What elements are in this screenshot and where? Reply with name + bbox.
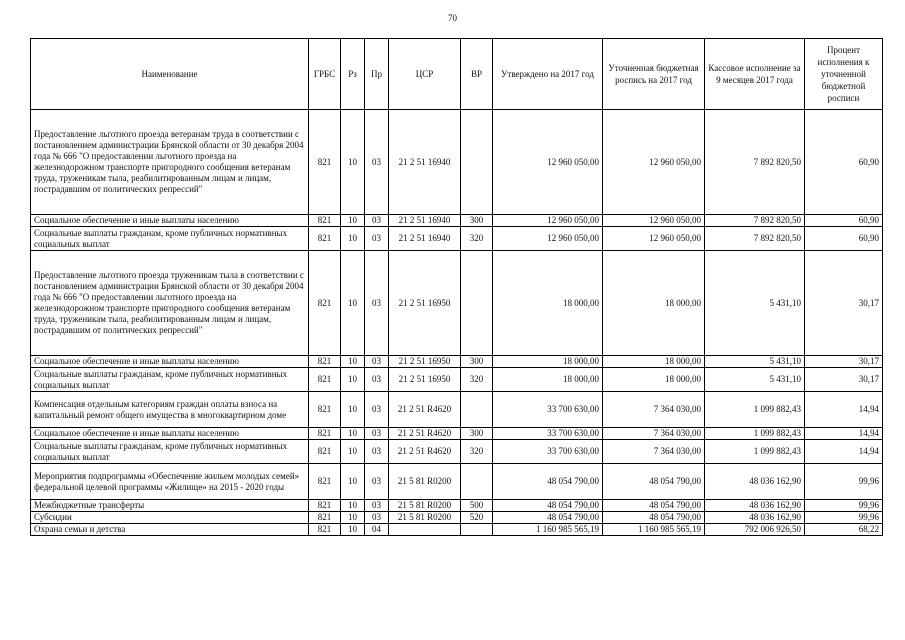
row-approved: 48 054 790,00 [493, 464, 603, 500]
row-pr: 03 [365, 464, 389, 500]
header-csr: ЦСР [389, 39, 461, 110]
row-vr: 300 [461, 356, 493, 368]
row-csr: 21 5 81 R0200 [389, 512, 461, 524]
row-percent: 30,17 [805, 368, 883, 392]
row-cash: 5 431,10 [705, 356, 805, 368]
row-pr: 03 [365, 227, 389, 251]
row-name: Предоставление льготного проезда труженикам тыла в соответствии с постановлением администрации Брянской области от 30 декабря 2004 года № 666 "О предоставлении льготного проезда на железнодорожном транспорте пригородного сообщения ветеранам труда, труженикам тыла, реабилитированным лицам и лицам, пострадавшим от политических репрессий" [31, 251, 309, 356]
row-cash: 48 036 162,90 [705, 464, 805, 500]
row-pr: 03 [365, 356, 389, 368]
row-percent: 99,96 [805, 464, 883, 500]
row-csr: 21 2 51 16950 [389, 251, 461, 356]
header-refined: Уточненная бюджетная роспись на 2017 год [603, 39, 705, 110]
row-rz: 10 [341, 524, 365, 536]
row-refined: 7 364 030,00 [603, 392, 705, 428]
row-grbs: 821 [309, 356, 341, 368]
row-approved: 48 054 790,00 [493, 500, 603, 512]
row-pr: 03 [365, 368, 389, 392]
row-vr: 500 [461, 500, 493, 512]
row-cash: 5 431,10 [705, 251, 805, 356]
row-pr: 03 [365, 251, 389, 356]
row-rz: 10 [341, 512, 365, 524]
table-row [31, 215, 883, 227]
row-grbs: 821 [309, 227, 341, 251]
row-pr: 03 [365, 512, 389, 524]
row-approved: 33 700 630,00 [493, 440, 603, 464]
row-percent: 60,90 [805, 227, 883, 251]
row-csr: 21 2 51 16940 [389, 110, 461, 215]
row-percent: 60,90 [805, 215, 883, 227]
row-name: Социальное обеспечение и иные выплаты населению [31, 215, 309, 227]
row-refined: 48 054 790,00 [603, 512, 705, 524]
row-vr: 300 [461, 428, 493, 440]
header-cash: Кассовое исполнение за 9 месяцев 2017 года [705, 39, 805, 110]
page-number: 70 [448, 13, 457, 23]
row-name: Социальные выплаты гражданам, кроме публичных нормативных социальных выплат [31, 368, 309, 392]
row-grbs: 821 [309, 440, 341, 464]
row-vr [461, 110, 493, 215]
row-cash: 1 099 882,43 [705, 392, 805, 428]
row-grbs: 821 [309, 215, 341, 227]
row-vr: 320 [461, 440, 493, 464]
row-cash: 1 099 882,43 [705, 440, 805, 464]
row-cash: 7 892 820,50 [705, 227, 805, 251]
row-percent: 60,90 [805, 110, 883, 215]
table-row [31, 512, 883, 524]
row-refined: 48 054 790,00 [603, 500, 705, 512]
table-row [31, 251, 883, 356]
row-name: Предоставление льготного проезда ветеранам труда в соответствии с постановлением администрации Брянской области от 30 декабря 2004 года № 666 "О предоставлении льготного проезда на железнодорожном транспорте пригородного сообщения ветеранам труда, труженикам тыла, реабилитированным лицам и лицам, пострадавшим от политических репрессий" [31, 110, 309, 215]
row-name: Охрана семьи и детства [31, 524, 309, 536]
row-percent: 68,22 [805, 524, 883, 536]
row-approved: 12 960 050,00 [493, 215, 603, 227]
row-grbs: 821 [309, 428, 341, 440]
row-rz: 10 [341, 440, 365, 464]
row-approved: 33 700 630,00 [493, 392, 603, 428]
budget-table [30, 38, 883, 536]
row-vr [461, 524, 493, 536]
row-pr: 03 [365, 215, 389, 227]
row-pr: 03 [365, 440, 389, 464]
row-name: Мероприятия подпрограммы «Обеспечение жильем молодых семей» федеральной целевой программы «Жилище» на 2015 - 2020 годы [31, 464, 309, 500]
header-pr: Пр [365, 39, 389, 110]
row-pr: 03 [365, 110, 389, 215]
row-grbs: 821 [309, 368, 341, 392]
row-grbs: 821 [309, 464, 341, 500]
row-csr: 21 2 51 R4620 [389, 428, 461, 440]
row-name: Субсидии [31, 512, 309, 524]
table-row [31, 464, 883, 500]
row-percent: 99,96 [805, 500, 883, 512]
row-cash: 5 431,10 [705, 368, 805, 392]
row-approved: 1 160 985 565,19 [493, 524, 603, 536]
table-row [31, 440, 883, 464]
row-approved: 18 000,00 [493, 368, 603, 392]
header-vr: ВР [461, 39, 493, 110]
table-row [31, 500, 883, 512]
row-cash: 792 006 926,50 [705, 524, 805, 536]
row-cash: 7 892 820,50 [705, 110, 805, 215]
row-pr: 03 [365, 392, 389, 428]
row-rz: 10 [341, 110, 365, 215]
row-vr [461, 392, 493, 428]
row-name: Социальное обеспечение и иные выплаты населению [31, 356, 309, 368]
row-approved: 48 054 790,00 [493, 512, 603, 524]
row-vr: 520 [461, 512, 493, 524]
row-rz: 10 [341, 500, 365, 512]
row-refined: 18 000,00 [603, 356, 705, 368]
row-rz: 10 [341, 428, 365, 440]
row-name: Социальное обеспечение и иные выплаты населению [31, 428, 309, 440]
row-name: Межбюджетные трансферты [31, 500, 309, 512]
header-percent: Процент исполнения к уточненной бюджетной росписи [805, 39, 883, 110]
header-approved: Утверждено на 2017 год [493, 39, 603, 110]
row-grbs: 821 [309, 524, 341, 536]
row-vr: 300 [461, 215, 493, 227]
row-refined: 1 160 985 565,19 [603, 524, 705, 536]
row-rz: 10 [341, 227, 365, 251]
row-refined: 12 960 050,00 [603, 215, 705, 227]
row-percent: 14,94 [805, 428, 883, 440]
table-row [31, 368, 883, 392]
row-csr: 21 2 51 16940 [389, 227, 461, 251]
row-grbs: 821 [309, 251, 341, 356]
row-name: Социальные выплаты гражданам, кроме публичных нормативных социальных выплат [31, 227, 309, 251]
row-percent: 99,96 [805, 512, 883, 524]
row-vr: 320 [461, 227, 493, 251]
row-vr: 320 [461, 368, 493, 392]
row-approved: 12 960 050,00 [493, 227, 603, 251]
row-pr: 03 [365, 428, 389, 440]
row-csr: 21 2 51 R4620 [389, 392, 461, 428]
row-csr: 21 2 51 16950 [389, 356, 461, 368]
row-approved: 33 700 630,00 [493, 428, 603, 440]
row-rz: 10 [341, 215, 365, 227]
row-csr: 21 2 51 R4620 [389, 440, 461, 464]
row-csr [389, 524, 461, 536]
row-refined: 12 960 050,00 [603, 110, 705, 215]
row-cash: 1 099 882,43 [705, 428, 805, 440]
row-grbs: 821 [309, 512, 341, 524]
table-row [31, 227, 883, 251]
row-refined: 18 000,00 [603, 251, 705, 356]
row-rz: 10 [341, 356, 365, 368]
row-rz: 10 [341, 464, 365, 500]
header-grbs: ГРБС [309, 39, 341, 110]
row-vr [461, 464, 493, 500]
table-row [31, 392, 883, 428]
row-rz: 10 [341, 392, 365, 428]
row-refined: 7 364 030,00 [603, 440, 705, 464]
row-csr: 21 2 51 16950 [389, 368, 461, 392]
header-rz: Рз [341, 39, 365, 110]
row-vr [461, 251, 493, 356]
row-approved: 18 000,00 [493, 251, 603, 356]
row-pr: 03 [365, 500, 389, 512]
table-row [31, 428, 883, 440]
row-csr: 21 5 81 R0200 [389, 464, 461, 500]
row-grbs: 821 [309, 392, 341, 428]
row-approved: 18 000,00 [493, 356, 603, 368]
row-rz: 10 [341, 368, 365, 392]
row-percent: 30,17 [805, 356, 883, 368]
table-row [31, 524, 883, 536]
row-cash: 48 036 162,90 [705, 500, 805, 512]
row-refined: 18 000,00 [603, 368, 705, 392]
row-percent: 14,94 [805, 440, 883, 464]
row-refined: 7 364 030,00 [603, 428, 705, 440]
table-row [31, 356, 883, 368]
row-percent: 14,94 [805, 392, 883, 428]
header-name: Наименование [31, 39, 309, 110]
row-csr: 21 2 51 16940 [389, 215, 461, 227]
row-cash: 7 892 820,50 [705, 215, 805, 227]
row-refined: 48 054 790,00 [603, 464, 705, 500]
row-pr: 04 [365, 524, 389, 536]
row-name: Компенсация отдельным категориям граждан оплаты взноса на капитальный ремонт общего имущества в многоквартирном доме [31, 392, 309, 428]
row-percent: 30,17 [805, 251, 883, 356]
row-csr: 21 5 81 R0200 [389, 500, 461, 512]
row-name: Социальные выплаты гражданам, кроме публичных нормативных социальных выплат [31, 440, 309, 464]
table-header-row [31, 39, 883, 110]
row-rz: 10 [341, 251, 365, 356]
row-grbs: 821 [309, 110, 341, 215]
row-cash: 48 036 162,90 [705, 512, 805, 524]
table-row [31, 110, 883, 215]
row-approved: 12 960 050,00 [493, 110, 603, 215]
row-refined: 12 960 050,00 [603, 227, 705, 251]
row-grbs: 821 [309, 500, 341, 512]
